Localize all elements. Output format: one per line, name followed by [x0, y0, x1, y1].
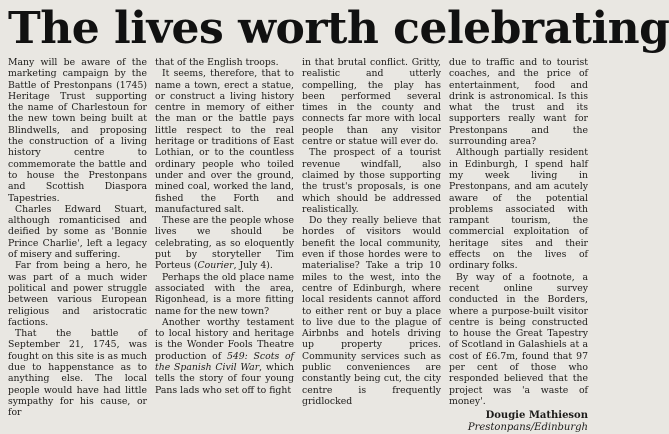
paragraph: due to traffic and to tourist coaches, and the price of entertainment, food and drink is astronomical. Is this what the trust and its supporters really want for Prestonpans and the surrounding area? [449, 57, 588, 148]
article-columns [8, 57, 594, 434]
author-location: Prestonpans/Edinburgh [467, 422, 588, 434]
paragraph: By way of a footnote, a recent online survey conducted in the Borders, where a purpose-built visitor centre is being constructed to house the Great Tapestry of Scotland in Galashiels at a cost of £6.7m, found that 97 per cent of those who responded believed that the project was 'a waste of money'. [449, 271, 588, 407]
paragraph: Many will be aware of the marketing campaign by the Battle of Prestonpans (1745) Heritage Trust supporting the name of Charlestoun for the new town being built at Blindwells, and proposing the construction of a living history centre to commemorate the battle and to house the Prestonpans and Scottish Diaspora Tapestries. [8, 57, 147, 204]
paragraph: Do they really believe that hordes of visitors would benefit the local community, even if those hordes were to materialise? Take a trip 10 miles to the west, into the centre of Edinburgh, where local residents cannot afford to either rent or buy a place to live due to the plague of Airbnbs and hotels driving up property prices. Community services such as public conveniences are constantly being cut, the city centre is frequently gridlocked [302, 215, 441, 407]
headline: The lives worth celebrating [8, 3, 669, 54]
paragraph: Far from being a hero, he was part of a much wider political and power struggle between various European religious and aristocratic factions. [8, 260, 147, 328]
signature [449, 410, 588, 434]
column-2 [155, 57, 294, 434]
italic-title: Courier [197, 260, 234, 272]
italic-title: 549: Scots of the Spanish Civil War [155, 350, 294, 374]
column-3 [302, 57, 441, 434]
paragraph: Another worthy testament to local history and heritage is the Wonder Fools Theatre production of 549: Scots of the Spanish Civil War, which tells the story of four young Pans lads who set off to fight [155, 316, 294, 396]
paragraph: in that brutal conflict. Gritty, realistic and utterly compelling, the play has been performed several times in the county and connects far more with local people than any visitor centre or statue will ever do. [302, 57, 441, 148]
column-4 [449, 57, 588, 434]
column-1 [8, 57, 147, 434]
paragraph: Perhaps the old place name associated with the area, Rigonhead, is a more fitting name for the new town? [155, 271, 294, 317]
paragraph: that of the English troops. [155, 57, 279, 68]
paragraph: These are the people whose lives we should be celebrating, as so eloquently put by storyteller Tim Porteus (Courier, July 4). [155, 215, 294, 272]
paragraph: It seems, therefore, that to name a town, erect a statue, or construct a living history centre in memory of either the man or the battle pays little respect to the real heritage or traditions of East Lothian, or to the countless ordinary people who toiled under and over the ground, mined coal, worked the land, fished the Forth and manufactured salt. [155, 68, 294, 215]
paragraph: Although partially resident in Edinburgh, I spend half my week living in Prestonpans, and am acutely aware of the potential problems associated with rampant tourism, the commercial exploitation of heritage sites and their effects on the lives of ordinary folks. [449, 147, 588, 272]
author-name: Dougie Mathieson [485, 410, 588, 422]
paragraph: The prospect of a tourist revenue windfall, also claimed by those supporting the trust's proposals, is one which should be addressed realistically. [302, 147, 441, 215]
paragraph: That the battle of September 21, 1745, was fought on this site is as much due to happenstance as to anything else. The local people would have had little sympathy for his cause, or for [8, 328, 147, 419]
paragraph: Charles Edward Stuart, although romanticised and deified by some as 'Bonnie Prince Charlie', left a legacy of misery and suffering. [8, 203, 147, 261]
